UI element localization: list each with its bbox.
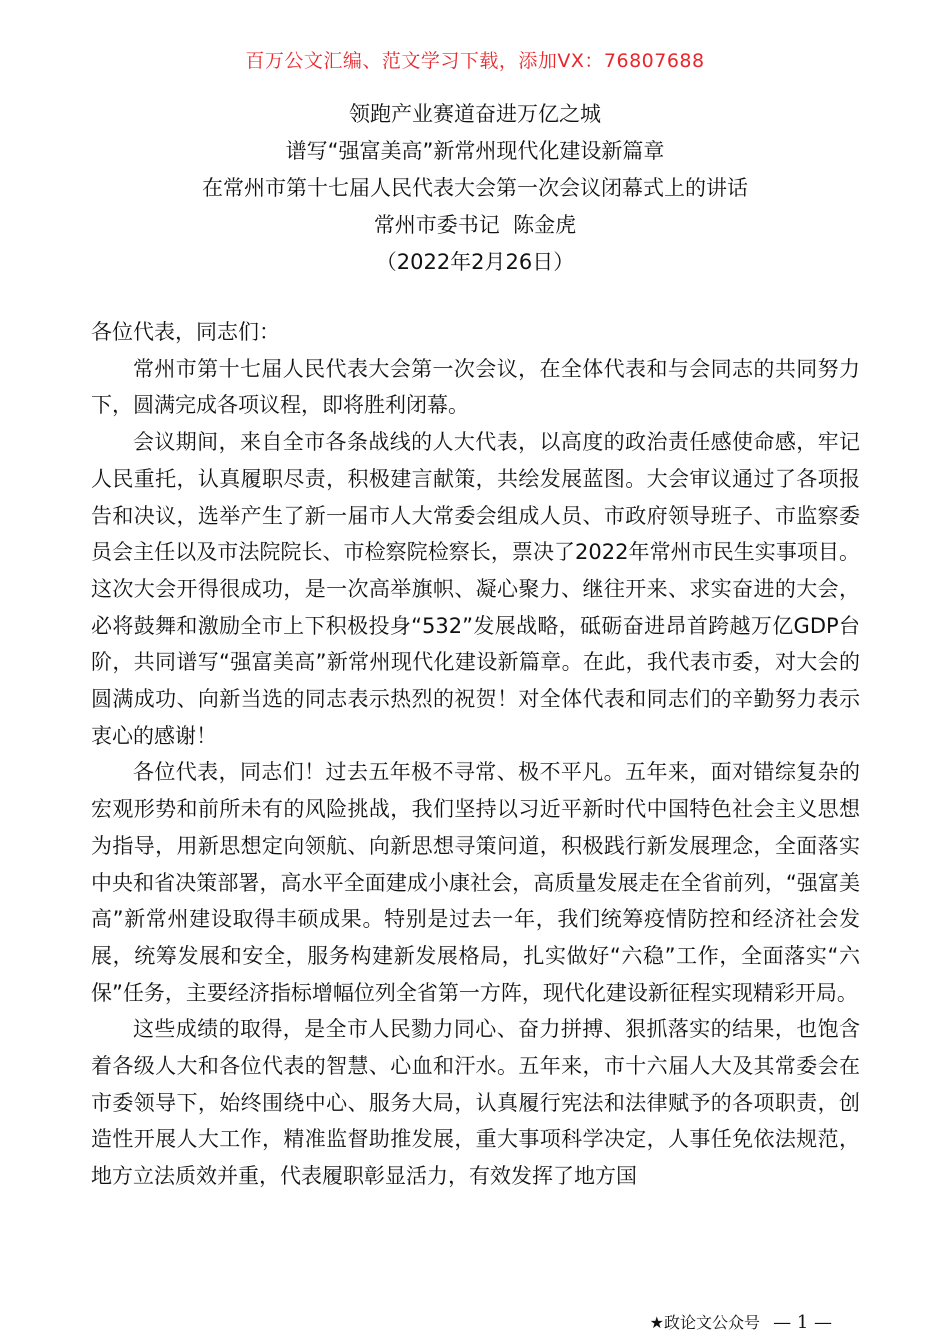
subtitle: 谱写“强富美高”新常州现代化建设新篇章 [285, 139, 665, 163]
speech-body [91, 314, 860, 1195]
page-footer [650, 1310, 832, 1333]
paragraph: 各位代表，同志们！过去五年极不寻常、极不平凡。五年来，面对错综复杂的宏观形势和前所未有的风险挑战，我们坚持以习近平新时代中国特色社会主义思想为指导，用新思想定向领航、向新思想寻策问道，积极践行新发展理念，全面落实中央和省决策部署，高水平全面建成小康社会，高质量发展走在全省前列，“强富美高”新常州建设取得丰硕成果。特别是过去一年，我们统筹疫情防控和经济社会发展，统筹发展和安全，服务构建新发展格局，扎实做好“六稳”工作，全面落实“六保”任务，主要经济指标增幅位列全省第一方阵，现代化建设新征程实现精彩开局。 [91, 760, 860, 1005]
paragraph: 这些成绩的取得，是全市人民勠力同心、奋力拼搏、狠抓落实的结果，也饱含着各级人大和各位代表的智慧、心血和汗水。五年来，市十六届人大及其常委会在市委领导下，始终围绕中心、服务大局，认真履行宪法和法律赋予的各项职责，创造性开展人大工作，精准监督助推发展，重大事项科学决定，人事任免依法规范，地方立法质效并重，代表履职彰显活力，有效发挥了地方国 [91, 1017, 860, 1189]
title-block [0, 96, 950, 281]
promo-banner: 百万公文汇编、范文学习下载，添加VX：76807688 [245, 50, 705, 72]
footer-source: ★政论文公众号 [649, 1313, 760, 1332]
speaker: 常州市委书记 陈金虎 [373, 213, 577, 237]
paragraph: 常州市第十七届人民代表大会第一次会议，在全体代表和与会同志的共同努力下，圆满完成各项议程，即将胜利闭幕。 [91, 356, 860, 418]
speech-date: （2022年2月26日） [375, 250, 575, 274]
page-number: — 1 — [773, 1312, 832, 1333]
speech-occasion: 在常州市第十七届人民代表大会第一次会议闭幕式上的讲话 [202, 176, 748, 200]
paragraph: 会议期间，来自全市各条战线的人大代表，以高度的政治责任感使命感，牢记人民重托，认真履职尽责，积极建言献策，共绘发展蓝图。大会审议通过了各项报告和决议，选举产生了新一届市人大常委会组成人员、市政府领导班子、市监察委员会主任以及市法院院长、市检察院检察长，票决了2022年常州市民生实事项目。这次大会开得很成功，是一次高举旗帜、凝心聚力、继往开来、求实奋进的大会，必将鼓舞和激励全市上下积极投身“532”发展战略，砥砺奋进昂首跨越万亿GDP台阶，共同谱写“强富美高”新常州现代化建设新篇章。在此，我代表市委，对大会的圆满成功、向新当选的同志表示热烈的祝贺！对全体代表和同志们的辛勤努力表示衷心的感谢！ [91, 430, 860, 748]
main-title: 领跑产业赛道奋进万亿之城 [349, 102, 601, 126]
salutation: 各位代表，同志们： [91, 320, 280, 344]
